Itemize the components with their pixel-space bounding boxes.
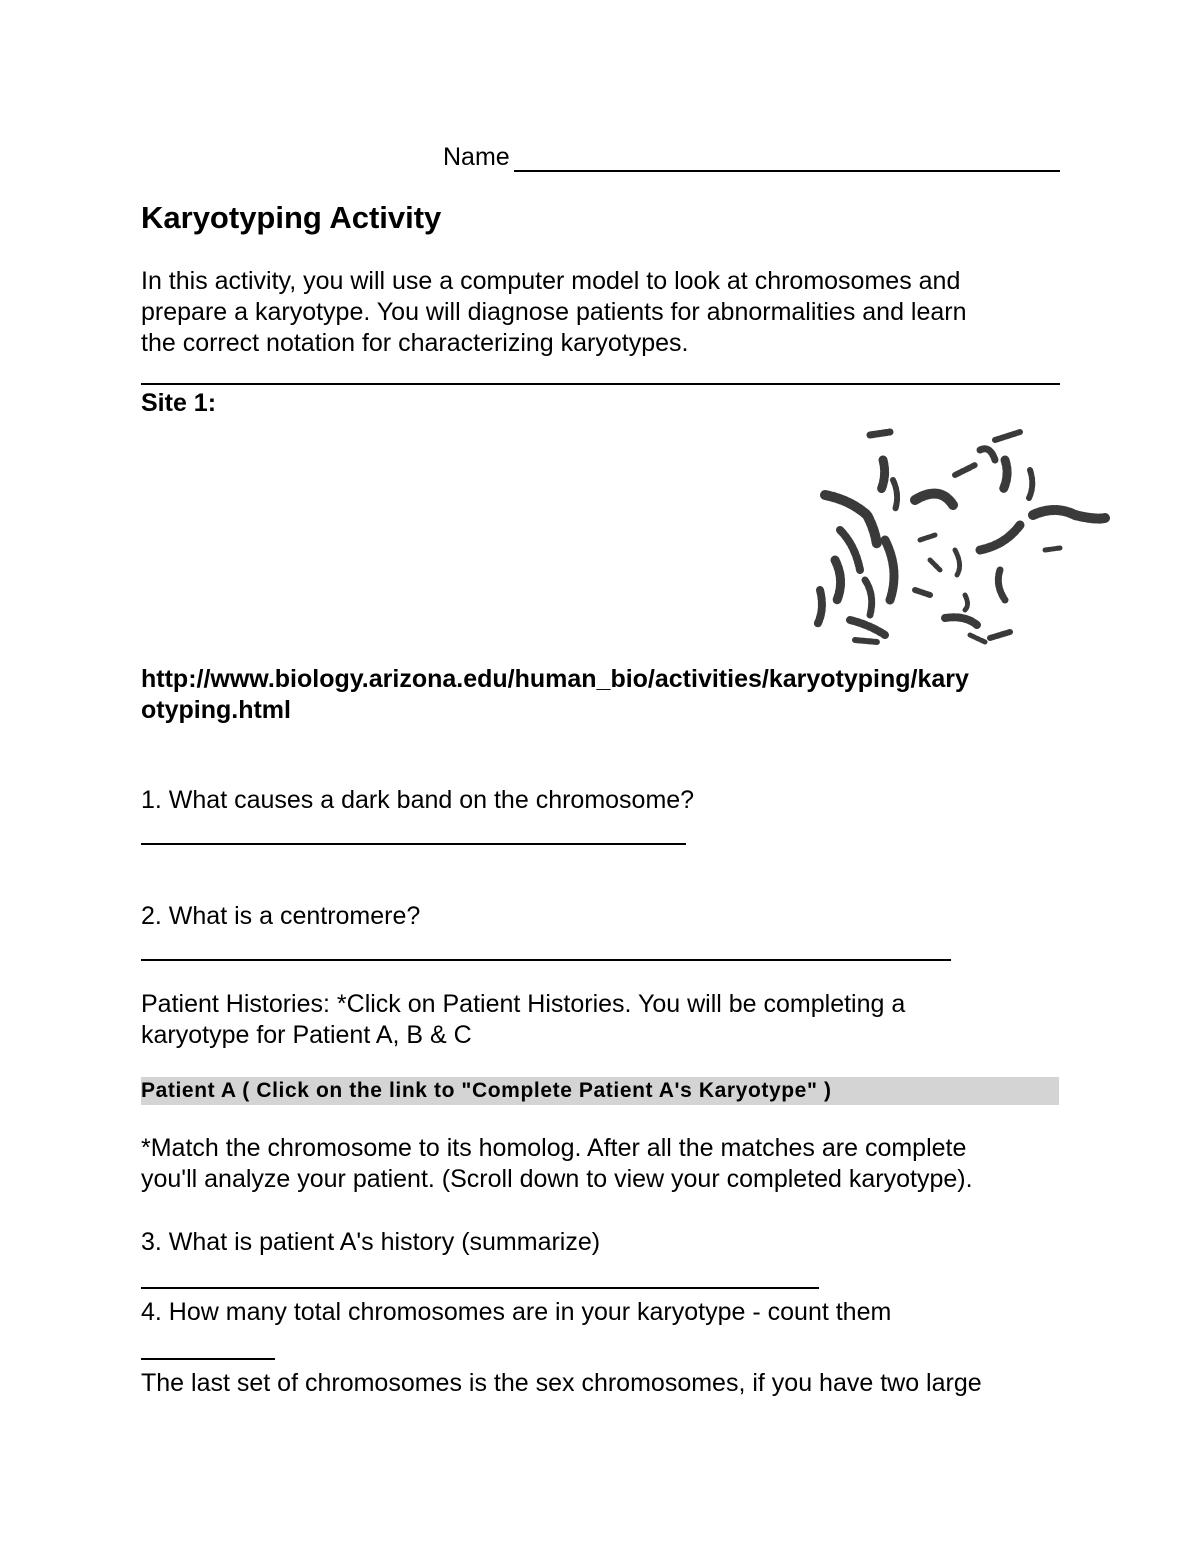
question-1: 1. What causes a dark band on the chromosome? xyxy=(141,786,695,814)
site-heading: Site 1: xyxy=(141,389,217,417)
patient-histories-line-2: karyotype for Patient A, B & C xyxy=(141,1021,472,1049)
intro-line-2: prepare a karyotype. You will diagnose patients for abnormalities and learn xyxy=(141,298,967,326)
intro-line-1: In this activity, you will use a computer model to look at chromosomes and xyxy=(141,267,961,295)
chromosome-spread-image xyxy=(805,420,1115,660)
site-url-line-1[interactable]: http://www.biology.arizona.edu/human_bio/activities/karyotyping/kary xyxy=(141,665,969,693)
patient-a-instruction-1: *Match the chromosome to its homolog. After all the matches are complete xyxy=(141,1134,967,1162)
name-label: Name xyxy=(443,143,510,171)
question-3: 3. What is patient A's history (summarize) xyxy=(141,1228,601,1256)
answer-line-2[interactable] xyxy=(141,959,951,961)
page-title: Karyotyping Activity xyxy=(141,200,442,235)
question-2: 2. What is a centromere? xyxy=(141,902,421,930)
question-4: 4. How many total chromosomes are in your karyotype - count them xyxy=(141,1298,892,1326)
answer-line-4[interactable] xyxy=(141,1358,275,1360)
answer-line-1[interactable] xyxy=(141,843,686,845)
answer-line-3[interactable] xyxy=(141,1287,819,1289)
name-answer-line[interactable] xyxy=(514,170,1060,172)
site-url-line-2[interactable]: otyping.html xyxy=(141,696,291,724)
closing-text: The last set of chromosomes is the sex chromosomes, if you have two large xyxy=(141,1369,982,1397)
intro-line-3: the correct notation for characterizing karyotypes. xyxy=(141,329,689,357)
patient-histories-line-1: Patient Histories: *Click on Patient Histories. You will be completing a xyxy=(141,990,906,1018)
chromosomes-group xyxy=(817,432,1105,642)
patient-a-instruction-2: you'll analyze your patient. (Scroll down to view your completed karyotype). xyxy=(141,1165,973,1193)
section-divider xyxy=(141,383,1060,385)
patient-a-bar-label: Patient A ( Click on the link to "Complete Patient A's Karyotype" ) xyxy=(141,1079,832,1102)
patient-a-bar xyxy=(141,1077,1059,1105)
